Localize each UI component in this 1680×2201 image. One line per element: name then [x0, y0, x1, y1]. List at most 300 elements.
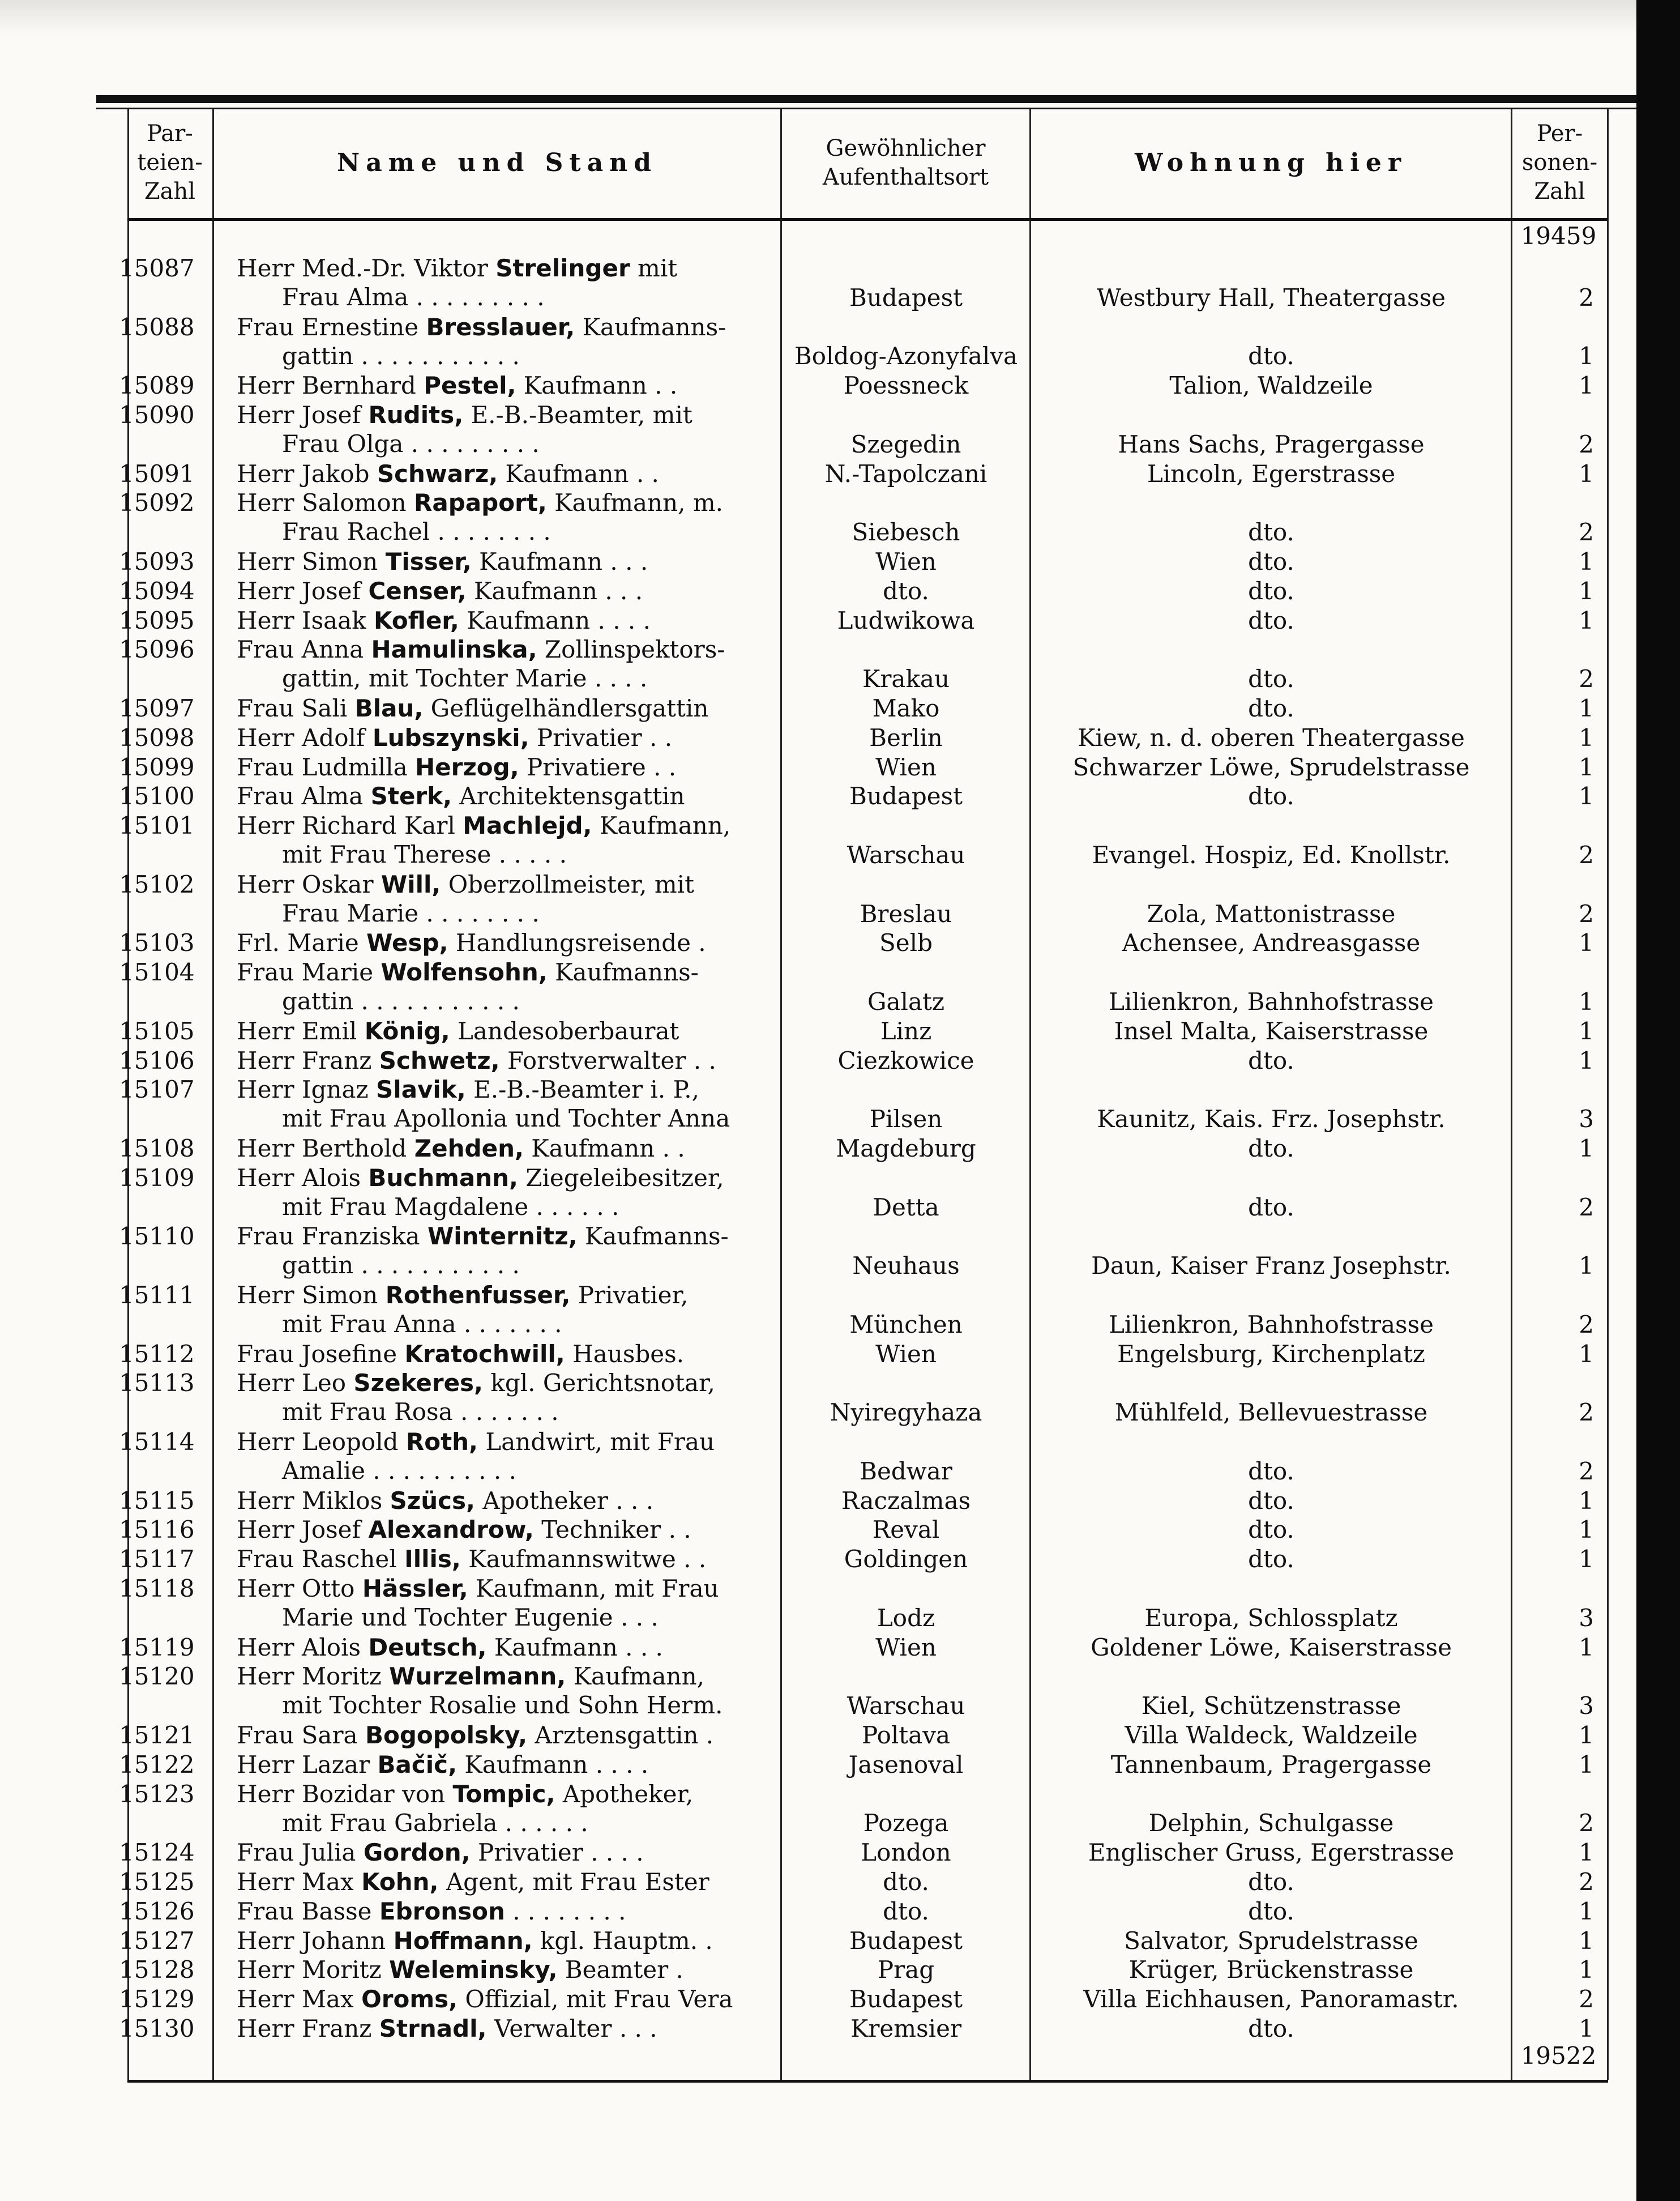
usual-residence: Szegedin: [850, 430, 961, 458]
usual-residence: Wien: [875, 753, 937, 781]
guest-title: Frau Alma: [237, 782, 364, 811]
lodging-address: Engelsburg, Kirchenplatz: [1117, 1340, 1425, 1368]
lodging-address: Westbury Hall, Theatergasse: [1096, 283, 1446, 312]
guest-name: [237, 958, 780, 1016]
guest-occupation: Privatier . .: [529, 723, 673, 752]
guest-surname: Kofler,: [374, 606, 459, 634]
usual-residence: Boldog-Azonyfalva: [794, 342, 1018, 370]
guest-name: [237, 723, 780, 752]
guest-row: [0, 958, 1636, 1020]
person-count: 2: [1579, 430, 1594, 458]
page-right-border: [1636, 0, 1680, 2201]
usual-residence: Pilsen: [869, 1105, 943, 1133]
guest-name: [237, 313, 780, 370]
person-count: 2: [1579, 841, 1594, 869]
lodging-address: Lilienkron, Bahnhofstrasse: [1108, 987, 1434, 1016]
party-number: 15124: [119, 1839, 195, 1867]
guest-surname: Roth,: [405, 1428, 478, 1456]
guest-title: Herr Franz: [237, 2015, 372, 2042]
guest-name-continuation: mit Frau Rosa . . . . . . .: [282, 1398, 559, 1426]
lodging-address: dto.: [1248, 1046, 1294, 1074]
party-number: 15108: [119, 1134, 195, 1162]
lodging-address: Villa Eichhausen, Panoramastr.: [1083, 1985, 1459, 2014]
party-number: 15096: [119, 635, 195, 664]
person-count: 2: [1579, 518, 1594, 547]
guest-occupation: Geflügelhändlersgattin: [423, 694, 709, 722]
person-count: 1: [1579, 929, 1594, 957]
person-count: 2: [1579, 1193, 1594, 1221]
party-number: 15105: [119, 1017, 195, 1045]
guest-row: [0, 1780, 1636, 1842]
guest-title: Herr Leopold: [237, 1428, 399, 1456]
guest-title: Herr Miklos: [237, 1486, 383, 1515]
guest-surname: Rothenfusser,: [385, 1281, 571, 1309]
guest-surname: Lubszynski,: [372, 723, 529, 752]
guest-occupation: Apotheker,: [555, 1780, 694, 1808]
person-count: 1: [1579, 577, 1594, 605]
usual-residence: Ciezkowice: [837, 1046, 974, 1074]
header-usual-residence: Gewöhnlicher Aufenthaltsort: [822, 135, 989, 190]
party-number: 15125: [119, 1868, 195, 1896]
person-count: 3: [1579, 1603, 1594, 1632]
guest-name-continuation: mit Frau Apollonia und Tochter Anna: [282, 1104, 730, 1133]
guest-title: Herr Med.-Dr. Viktor: [237, 254, 488, 282]
table-top-rule: [96, 95, 1636, 103]
guest-surname: Winternitz,: [427, 1222, 578, 1251]
person-count: 1: [1579, 694, 1594, 722]
guest-name-continuation: gattin . . . . . . . . . . .: [282, 987, 520, 1016]
guest-surname: Gordon,: [363, 1839, 471, 1867]
guest-row: [0, 313, 1636, 375]
guest-row: [0, 870, 1636, 932]
guest-surname: Zehden,: [414, 1134, 524, 1162]
guest-name: [237, 1017, 780, 1046]
person-count: 1: [1579, 1926, 1594, 1955]
guest-occupation: kgl. Gerichtsnotar,: [483, 1369, 715, 1397]
party-number: 15092: [119, 489, 195, 517]
guest-title: Herr Josef: [237, 1516, 361, 1544]
guest-row: [0, 254, 1636, 316]
party-number: 15130: [119, 2015, 195, 2042]
person-count: 2: [1579, 283, 1594, 312]
usual-residence: Nyiregyhaza: [830, 1398, 982, 1427]
party-number: 15107: [119, 1076, 195, 1104]
guest-occupation: Kaufmann . . .: [471, 548, 648, 575]
guest-name: [237, 1046, 780, 1075]
guest-occupation: mit: [630, 254, 678, 282]
lodging-address: Kiew, n. d. oberen Theatergasse: [1078, 723, 1465, 752]
lodging-address: dto.: [1248, 548, 1294, 575]
carry-over-total: 19459: [1520, 222, 1597, 250]
usual-residence: Siebesch: [852, 518, 960, 547]
lodging-address: dto.: [1248, 1457, 1294, 1485]
table-bottom-rule: [127, 2080, 1608, 2083]
person-count: 2: [1579, 1868, 1594, 1896]
lodging-address: dto.: [1248, 577, 1294, 605]
guest-occupation: kgl. Hauptm. .: [532, 1926, 713, 1955]
person-count: 1: [1579, 548, 1594, 575]
person-count: 1: [1579, 1545, 1594, 1573]
guest-occupation: Privatier,: [570, 1281, 689, 1309]
person-count: 1: [1579, 1839, 1594, 1867]
party-number: 15110: [119, 1222, 195, 1251]
guest-name: [237, 1955, 780, 1984]
header-lodging-here: Wohnung hier: [1134, 148, 1408, 177]
guest-surname: Deutsch,: [368, 1633, 487, 1661]
guest-surname: Tompic,: [452, 1780, 555, 1808]
lodging-address: Europa, Schlossplatz: [1144, 1603, 1398, 1632]
guest-surname: Kratochwill,: [404, 1340, 565, 1368]
guest-name-continuation: mit Frau Magdalene . . . . . .: [282, 1192, 619, 1221]
guest-name: [237, 1838, 780, 1867]
person-count: 1: [1579, 2015, 1594, 2042]
guest-surname: König,: [364, 1017, 450, 1045]
guest-title: Herr Berthold: [237, 1134, 407, 1162]
person-count: 1: [1579, 1134, 1594, 1162]
usual-residence: Budapest: [849, 1926, 963, 1955]
guest-name: [237, 254, 780, 312]
usual-residence: Warschau: [847, 1692, 965, 1720]
guest-title: Herr Josef: [237, 401, 361, 429]
guest-title: Herr Moritz: [237, 1956, 382, 1984]
guest-occupation: Arztensgattin .: [527, 1721, 714, 1749]
usual-residence: Poessneck: [843, 372, 969, 400]
usual-residence: Budapest: [849, 1985, 963, 2014]
person-count: 1: [1579, 753, 1594, 781]
guest-name: [237, 1427, 780, 1485]
person-count: 1: [1579, 1897, 1594, 1925]
party-number: 15122: [119, 1750, 195, 1778]
lodging-address: dto.: [1248, 1897, 1294, 1925]
guest-name: [237, 371, 780, 400]
person-count: 1: [1579, 1017, 1594, 1045]
usual-residence: Krakau: [862, 665, 950, 693]
lodging-address: Kaunitz, Kais. Frz. Josephstr.: [1097, 1105, 1446, 1133]
page-top-shadow: [0, 0, 1636, 34]
party-number: 15091: [119, 459, 195, 488]
guest-title: Frau Basse: [237, 1897, 372, 1925]
lodging-address: dto.: [1248, 342, 1294, 370]
guest-surname: Szücs,: [390, 1486, 475, 1515]
party-number: 15120: [119, 1662, 195, 1691]
guest-occupation: Oberzollmeister, mit: [441, 870, 694, 898]
party-number: 15117: [119, 1545, 195, 1573]
guest-occupation: Kaufmann . .: [516, 372, 678, 400]
guest-surname: Oroms,: [361, 1985, 458, 2014]
guest-occupation: Kaufmanns-: [577, 1222, 729, 1251]
person-count: 1: [1579, 372, 1594, 400]
lodging-address: Englischer Gruss, Egerstrasse: [1088, 1839, 1455, 1867]
lodging-address: Mühlfeld, Bellevuestrasse: [1114, 1398, 1428, 1427]
lodging-address: dto.: [1248, 1193, 1294, 1221]
person-count: 1: [1579, 1486, 1594, 1515]
party-number: 15089: [119, 372, 195, 400]
guest-title: Frau Sara: [237, 1721, 358, 1749]
person-count: 1: [1579, 342, 1594, 370]
guest-name: [237, 459, 780, 488]
guest-row: [0, 1281, 1636, 1343]
lodging-address: Delphin, Schulgasse: [1148, 1809, 1394, 1837]
guest-surname: Strelinger: [495, 254, 630, 282]
guest-occupation: Verwalter . . .: [486, 2015, 657, 2042]
guest-title: Frau Josefine: [237, 1340, 397, 1368]
party-number: 15112: [119, 1340, 195, 1368]
guest-title: Frau Julia: [237, 1839, 356, 1867]
guest-title: Herr Franz: [237, 1046, 372, 1074]
usual-residence: Prag: [877, 1956, 935, 1984]
usual-residence: Budapest: [849, 283, 963, 312]
guest-name-continuation: mit Frau Gabriela . . . . . .: [282, 1808, 588, 1837]
person-count: 1: [1579, 1721, 1594, 1749]
usual-residence: Lodz: [877, 1603, 935, 1632]
guest-surname: Hässler,: [362, 1575, 468, 1602]
party-number: 15114: [119, 1428, 195, 1456]
usual-residence: Wien: [875, 548, 937, 575]
guest-surname: Pestel,: [424, 372, 516, 400]
guest-occupation: Zollinspektors-: [537, 635, 725, 664]
guest-occupation: Kaufmann . . . .: [459, 606, 651, 634]
guest-name-continuation: mit Frau Therese . . . . .: [282, 841, 567, 869]
guest-name: [237, 1163, 780, 1221]
guest-name: [237, 1985, 780, 2014]
guest-name-continuation: Amalie . . . . . . . . . .: [282, 1457, 516, 1485]
lodging-address: dto.: [1248, 1486, 1294, 1515]
person-count: 1: [1579, 782, 1594, 811]
guest-name-continuation: gattin . . . . . . . . . . .: [282, 1251, 520, 1279]
guest-occupation: . . . . . . . .: [505, 1897, 626, 1925]
guest-title: Frau Marie: [237, 958, 374, 987]
guest-name-continuation: Marie und Tochter Eugenie . . .: [282, 1603, 659, 1631]
guest-title: Herr Max: [237, 1868, 354, 1896]
guest-name: [237, 488, 780, 546]
lodging-address: Krüger, Brückenstrasse: [1128, 1956, 1414, 1984]
party-number: 15094: [119, 577, 195, 605]
guest-name: [237, 1780, 780, 1837]
running-total: 19522: [1520, 2042, 1597, 2070]
guest-name: [237, 1134, 780, 1163]
guest-occupation: Hausbes.: [565, 1340, 685, 1368]
guest-title: Herr Leo: [237, 1369, 347, 1397]
lodging-address: dto.: [1248, 1545, 1294, 1573]
guest-occupation: Kaufmann, m.: [546, 489, 724, 517]
lodging-address: Kiel, Schützenstrasse: [1141, 1692, 1401, 1720]
person-count: 1: [1579, 1046, 1594, 1074]
lodging-address: Evangel. Hospiz, Ed. Knollstr.: [1092, 841, 1451, 869]
lodging-address: dto.: [1248, 2015, 1294, 2042]
guest-title: Herr Moritz: [237, 1662, 382, 1691]
lodging-address: Lilienkron, Bahnhofstrasse: [1108, 1310, 1434, 1338]
guest-surname: Ebronson: [379, 1897, 505, 1925]
guest-title: Herr Richard Karl: [237, 812, 455, 840]
guest-occupation: Ziegeleibesitzer,: [518, 1163, 724, 1192]
guest-title: Frau Franziska: [237, 1222, 420, 1251]
guest-occupation: E.-B.-Beamter i. P.,: [465, 1076, 699, 1104]
usual-residence: Pozega: [863, 1809, 949, 1837]
guest-row: [0, 1427, 1636, 1490]
guest-title: Frau Ernestine: [237, 313, 419, 341]
guest-row: [0, 1574, 1636, 1636]
guest-name-continuation: Frau Marie . . . . . . . .: [282, 899, 540, 927]
guest-occupation: E.-B.-Beamter, mit: [463, 401, 692, 429]
guest-surname: Bogopolsky,: [365, 1721, 528, 1749]
guest-surname: Rudits,: [368, 401, 464, 429]
person-count: 2: [1579, 1398, 1594, 1427]
usual-residence: Wien: [875, 1633, 937, 1661]
person-count: 1: [1579, 606, 1594, 634]
guest-surname: Szekeres,: [353, 1369, 484, 1397]
party-number: 15099: [119, 753, 195, 781]
guest-occupation: Kaufmann . . .: [466, 577, 643, 605]
guest-occupation: Kaufmann . .: [523, 1134, 685, 1162]
person-count: 1: [1579, 987, 1594, 1016]
guest-occupation: Techniker . .: [533, 1516, 691, 1544]
party-number: 15113: [119, 1369, 195, 1397]
usual-residence: Galatz: [867, 987, 945, 1016]
guest-name: [237, 753, 780, 782]
guest-name-continuation: Frau Rachel . . . . . . . .: [282, 518, 551, 546]
party-number: 15102: [119, 870, 195, 898]
party-number: 15128: [119, 1956, 195, 1984]
guest-row: [0, 400, 1636, 463]
guest-name: [237, 1222, 780, 1279]
person-count: 3: [1579, 1105, 1594, 1133]
usual-residence: Mako: [872, 694, 940, 722]
guest-occupation: Kaufmann . .: [498, 459, 659, 488]
party-number: 15118: [119, 1575, 195, 1602]
guest-name: [237, 928, 780, 957]
guest-row: [0, 1163, 1636, 1226]
guest-name: [237, 1340, 780, 1368]
guest-title: Herr Max: [237, 1985, 354, 2014]
guest-surname: Blau,: [354, 694, 424, 722]
guest-name: [237, 1867, 780, 1896]
usual-residence: dto.: [883, 577, 929, 605]
guest-title: Herr Alois: [237, 1163, 361, 1192]
guest-surname: Strnadl,: [379, 2015, 487, 2042]
person-count: 2: [1579, 1985, 1594, 2014]
guest-surname: Sterk,: [370, 782, 452, 811]
guest-occupation: Handlungsreisende .: [448, 929, 706, 957]
lodging-address: Zola, Mattonistrasse: [1147, 899, 1396, 928]
guest-title: Frau Raschel: [237, 1545, 397, 1573]
guest-occupation: Agent, mit Frau Ester: [438, 1868, 709, 1896]
guest-occupation: Landesoberbaurat: [450, 1017, 679, 1045]
guest-surname: Weleminsky,: [389, 1956, 558, 1984]
lodging-address: Talion, Waldzeile: [1169, 372, 1373, 400]
party-number: 15123: [119, 1780, 195, 1808]
guest-name: [237, 870, 780, 928]
guest-surname: Hamulinska,: [371, 635, 537, 664]
guest-surname: Rapaport,: [414, 489, 547, 517]
guest-surname: Schwarz,: [377, 459, 498, 488]
usual-residence: Poltava: [862, 1721, 950, 1749]
usual-residence: dto.: [883, 1897, 929, 1925]
usual-residence: Jasenoval: [848, 1750, 964, 1778]
guest-name: [237, 1368, 780, 1426]
guest-name: [237, 1486, 780, 1515]
guest-surname: Buchmann,: [368, 1163, 518, 1192]
lodging-address: dto.: [1248, 694, 1294, 722]
person-count: 1: [1579, 1340, 1594, 1368]
person-count: 1: [1579, 459, 1594, 488]
party-number: 15100: [119, 782, 195, 811]
guest-name: [237, 577, 780, 605]
lodging-address: Tannenbaum, Pragergasse: [1110, 1750, 1432, 1778]
usual-residence: Warschau: [847, 841, 965, 869]
guest-name: [237, 1515, 780, 1544]
guest-title: Herr Alois: [237, 1633, 361, 1661]
lodging-address: dto.: [1248, 606, 1294, 634]
guest-title: Frau Anna: [237, 635, 364, 664]
guest-name-continuation: mit Frau Anna . . . . . . .: [282, 1310, 562, 1338]
guest-name-continuation: gattin . . . . . . . . . . .: [282, 342, 520, 370]
usual-residence: Reval: [872, 1516, 940, 1544]
guest-surname: Tisser,: [385, 548, 472, 575]
guest-name: [237, 1926, 780, 1955]
header-person-count: Per- sonen- Zahl: [1521, 121, 1598, 204]
person-count: 2: [1579, 1310, 1594, 1338]
usual-residence: Budapest: [849, 782, 963, 811]
guest-name: [237, 1633, 780, 1662]
guest-surname: Wolfensohn,: [381, 958, 548, 987]
party-number: 15103: [119, 929, 195, 957]
usual-residence: Detta: [873, 1193, 939, 1221]
guest-surname: Kohn,: [361, 1868, 439, 1896]
usual-residence: London: [861, 1839, 951, 1867]
person-count: 1: [1579, 1956, 1594, 1984]
guest-surname: Slavik,: [376, 1076, 466, 1104]
party-number: 15104: [119, 958, 195, 987]
header-name-and-status: Name und Stand: [336, 148, 658, 177]
person-count: 2: [1579, 899, 1594, 928]
party-number: 15106: [119, 1046, 195, 1074]
guest-name: [237, 606, 780, 635]
guest-occupation: Kaufmann,: [592, 812, 731, 840]
usual-residence: München: [849, 1310, 963, 1338]
guest-name: [237, 811, 780, 869]
guest-name: [237, 400, 780, 458]
party-number: 15093: [119, 548, 195, 575]
guest-name: [237, 1897, 780, 1926]
party-number: 15119: [119, 1633, 195, 1661]
guest-row: [0, 1662, 1636, 1724]
usual-residence: Selb: [879, 929, 933, 957]
guest-name: [237, 2014, 780, 2043]
party-number: 15097: [119, 694, 195, 722]
guest-occupation: Beamter .: [557, 1956, 683, 1984]
party-number: 15087: [119, 254, 195, 282]
guest-title: Herr Isaak: [237, 606, 366, 634]
party-number: 15101: [119, 812, 195, 840]
guest-surname: Illis,: [404, 1545, 461, 1573]
guest-name: [237, 635, 780, 693]
guest-title: Herr Salomon: [237, 489, 407, 517]
person-count: 1: [1579, 723, 1594, 752]
guest-title: Herr Oskar: [237, 870, 374, 898]
guest-name: [237, 694, 780, 723]
guest-name: [237, 547, 780, 576]
guest-title: Herr Lazar: [237, 1750, 370, 1778]
guest-title: Herr Jakob: [237, 459, 370, 488]
party-number: 15129: [119, 1985, 195, 2014]
party-number: 15111: [119, 1281, 195, 1309]
lodging-address: dto.: [1248, 665, 1294, 693]
guest-surname: Will,: [381, 870, 441, 898]
person-count: 2: [1579, 1457, 1594, 1485]
person-count: 2: [1579, 665, 1594, 693]
guest-name-continuation: gattin, mit Tochter Marie . . . .: [282, 664, 648, 693]
guest-surname: Hoffmann,: [393, 1926, 533, 1955]
